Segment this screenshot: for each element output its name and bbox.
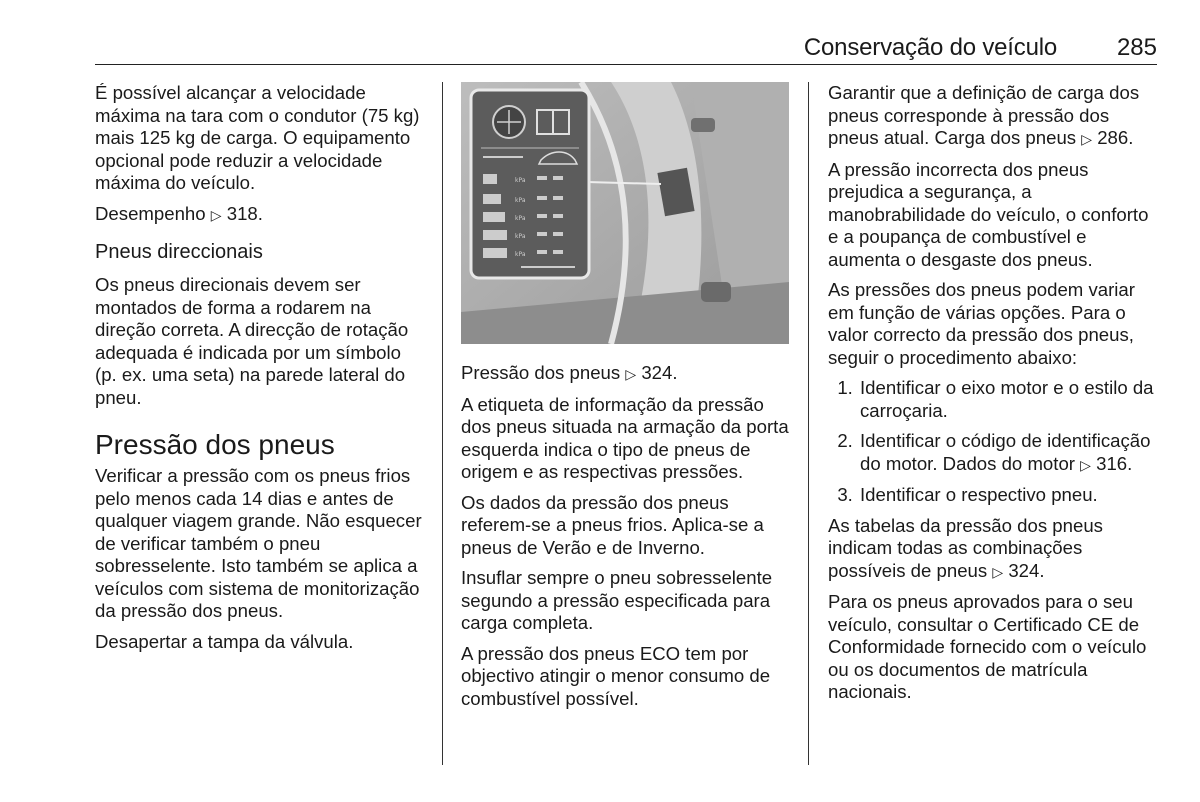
section-heading: Pressão dos pneus — [95, 429, 335, 460]
paragraph: Desapertar a tampa da válvula. — [95, 630, 354, 652]
column-middle — [461, 82, 793, 718]
page-reference-link[interactable] — [992, 560, 1044, 581]
paragraph: A etiqueta de informação da pressão dos pneus situada na armação da porta esquerda indica o tipo de pneus de origem e as respectivas pressões. — [461, 393, 789, 482]
list-item-text: Identificar o código de identificação do motor. Dados do motor — [860, 430, 1151, 474]
paragraph: Verificar a pressão com os pneus frios pelo menos cada 14 dias e antes de qualquer viagem grande. Não esquecer de verificar também o pneu sobresselente. Isto também se aplica a veículos com sistema de monitorização da pressão dos pneus. — [95, 465, 422, 621]
arrow-icon: ▷ — [1081, 131, 1093, 147]
paragraph: Insuflar sempre o pneu sobresselente segundo a pressão especificada para carga completa. — [461, 567, 773, 633]
page-reference-link[interactable] — [1080, 453, 1132, 474]
paragraph-xref — [461, 362, 793, 386]
door-frame-illustration — [461, 82, 789, 344]
kpa-label: kPa — [515, 197, 526, 204]
page-reference: 316. — [1096, 452, 1133, 474]
kpa-label: kPa — [515, 215, 526, 222]
column-divider — [808, 82, 809, 765]
list-item-text: Identificar o respectivo pneu. — [860, 484, 1098, 505]
page-reference: 286. — [1097, 127, 1134, 148]
list-item — [858, 484, 1160, 507]
arrow-icon: ▷ — [1080, 456, 1091, 473]
list-item — [858, 430, 1160, 476]
paragraph: As pressões dos pneus podem variar em função de várias opções. Para o valor correcto da pressão dos pneus, seguir o procedimento abaixo: — [828, 279, 1135, 368]
paragraph-xref — [95, 203, 427, 227]
paragraph-text: Pressão dos pneus — [461, 362, 621, 383]
page-reference: 318. — [226, 202, 263, 224]
arrow-icon: ▷ — [992, 563, 1004, 580]
section-title: Conservação do veículo — [803, 34, 1057, 61]
kpa-label: kPa — [515, 251, 526, 258]
list-item-text: Identificar o eixo motor e o estilo da carroçaria. — [860, 377, 1154, 421]
paragraph-xref — [828, 82, 1160, 151]
page-reference-link[interactable] — [1081, 127, 1133, 148]
tire-label-illustration — [461, 82, 789, 344]
arrow-icon: ▷ — [210, 206, 222, 223]
column-divider — [442, 82, 443, 765]
column-right — [828, 82, 1160, 712]
page-reference-link[interactable] — [211, 203, 263, 224]
page-reference: 324. — [1008, 559, 1045, 581]
arrow-icon: ▷ — [625, 366, 637, 382]
paragraph: Para os pneus aprovados para o seu veículo, consultar o Certificado CE de Conformidade fornecido com o veículo ou os documentos de matrícula nacionais. — [828, 591, 1147, 702]
kpa-label: kPa — [515, 233, 526, 240]
procedure-list — [828, 377, 1160, 507]
paragraph-text: Desempenho — [95, 202, 206, 224]
kpa-label: kPa — [515, 177, 526, 184]
paragraph: Os pneus direcionais devem ser montados de forma a rodarem na direção correta. A direcção de rotação adequada é indicada por um símbolo (p. ex. uma seta) na parede lateral do pneu. — [95, 274, 409, 408]
paragraph-text: Garantir que a definição de carga dos pneus corresponde à pressão dos pneus atual. Carga dos pneus — [828, 82, 1140, 148]
paragraph: A pressão dos pneus ECO tem por objectivo atingir o menor consumo de combustível possível. — [461, 642, 771, 709]
column-left — [95, 82, 427, 661]
page-header — [95, 30, 1157, 65]
page-reference-link[interactable] — [625, 362, 677, 383]
subheading: Pneus direccionais — [95, 241, 263, 263]
page-number: 285 — [1116, 34, 1157, 61]
paragraph: Os dados da pressão dos pneus referem-se a pneus frios. Aplica-se a pneus de Verão e de Inverno. — [461, 491, 764, 558]
paragraph-text: As tabelas da pressão dos pneus indicam todas as combinações possíveis de pneus — [828, 514, 1103, 581]
paragraph-xref — [828, 515, 1160, 584]
list-item — [858, 377, 1160, 422]
paragraph: É possível alcançar a velocidade máxima na tara com o condutor (75 kg) mais 125 kg de carga. O equipamento opcional pode reduzir a velocidade máxima do veículo. — [95, 82, 420, 193]
paragraph: A pressão incorrecta dos pneus prejudica a segurança, a manobrabilidade do veículo, o conforto e a poupança de combustível e aumenta o desgaste dos pneus. — [828, 158, 1149, 270]
page-reference: 324. — [641, 362, 678, 383]
